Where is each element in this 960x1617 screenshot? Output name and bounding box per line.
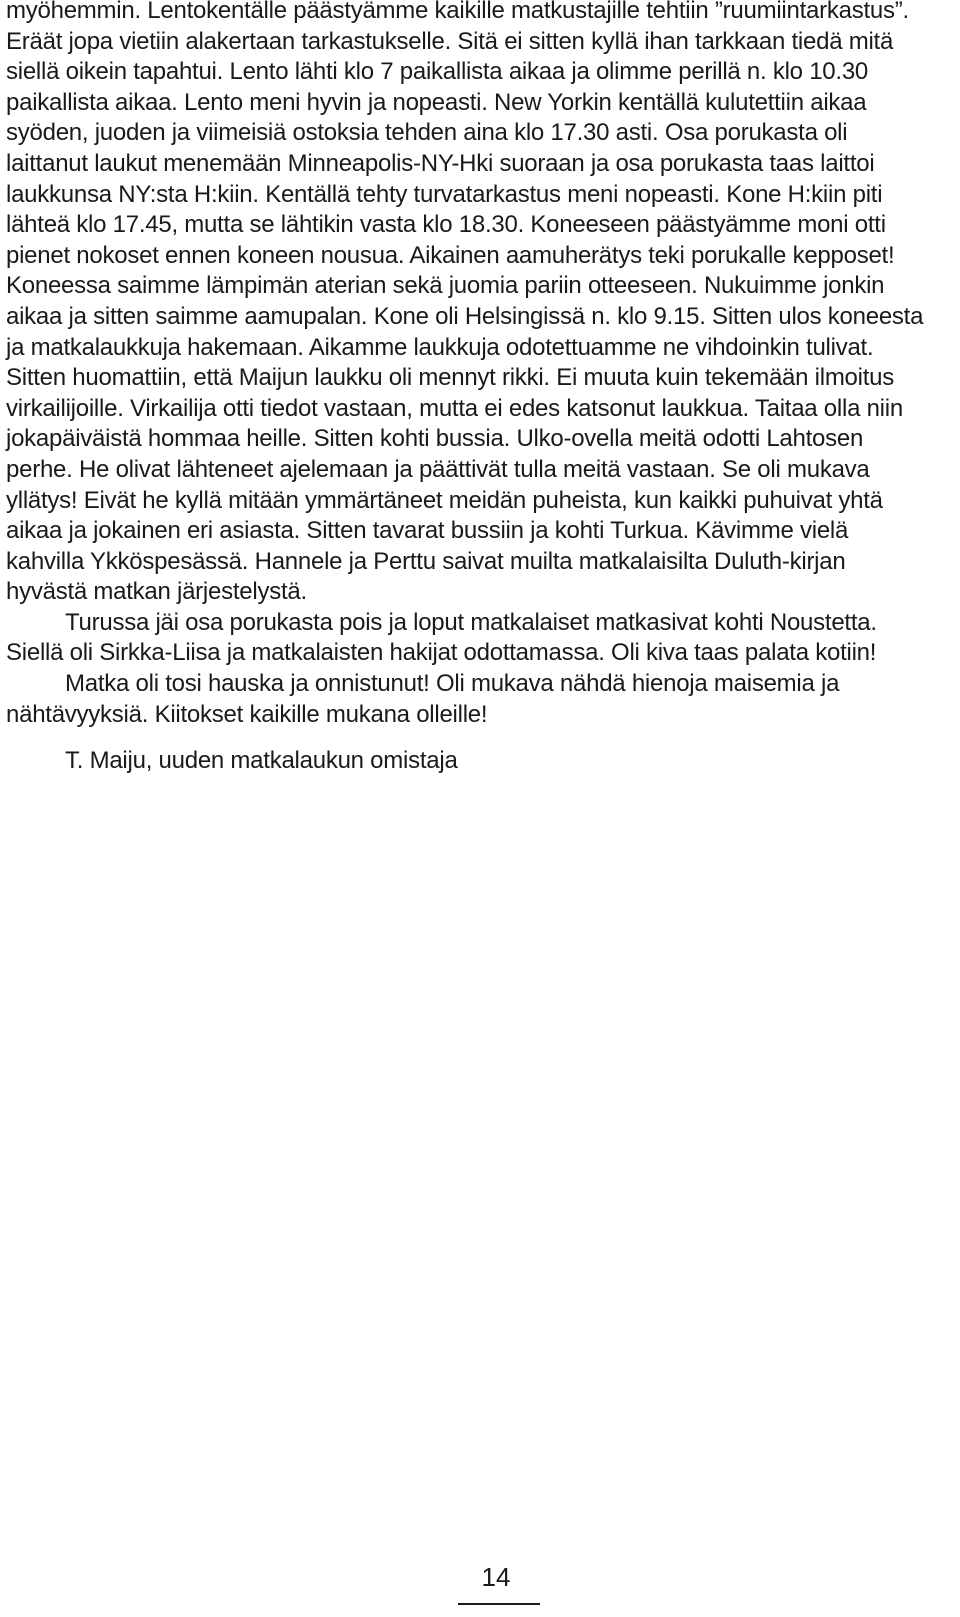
text-line: Eräät jopa vietiin alakertaan tarkastukselle. Sitä ei sitten kyllä ihan tarkkaan tiedä mitä: [6, 27, 894, 55]
text-line: lähteä klo 17.45, mutta se lähtikin vasta klo 18.30. Koneeseen päästyämme moni otti: [6, 211, 886, 239]
text-line: laukkunsa NY:sta H:kiin. Kentällä tehty turvatarkastus meni nopeasti. Kone H:kiin piti: [6, 180, 883, 208]
paragraph-start-line: Turussa jäi osa porukasta pois ja loput matkalaiset matkasivat kohti Noustetta.: [65, 608, 877, 636]
text-line: yllätys! Eivät he kyllä mitään ymmärtäneet meidän puheista, kun kaikki puhuivat yhtä: [6, 486, 883, 514]
text-line: perhe. He olivat lähteneet ajelemaan ja päättivät tulla meitä vastaan. Se oli mukava: [6, 455, 870, 483]
text-line: kahvilla Ykköspesässä. Hannele ja Perttu saivat muilta matkalaisilta Duluth-kirjan: [6, 547, 846, 575]
body-text: [6, 0, 952, 730]
text-line: aikaa ja sitten saimme aamupalan. Kone oli Helsingissä n. klo 9.15. Sitten ulos koneesta: [6, 302, 924, 330]
page-number-underline: [458, 1603, 540, 1605]
text-line: syöden, juoden ja viimeisiä ostoksia tehden aina klo 17.30 asti. Osa porukasta oli: [6, 119, 848, 147]
page-number: 14: [481, 1562, 511, 1592]
text-line: nähtävyyksiä. Kiitokset kaikille mukana olleille!: [6, 700, 488, 728]
text-line: Siellä oli Sirkka-Liisa ja matkalaisten hakijat odottamassa. Oli kiva taas palata kotiin!: [6, 639, 877, 667]
text-line: siellä oikein tapahtui. Lento lähti klo 7 paikallista aikaa ja olimme perillä n. klo 10.30: [6, 58, 869, 86]
text-line: pienet nokoset ennen koneen nousua. Aikainen aamuherätys teki porukalle kepposet!: [6, 241, 895, 269]
text-line: myöhemmin. Lentokentälle päästyämme kaikille matkustajille tehtiin ”ruumiintarkastus”.: [6, 0, 909, 24]
author-signature: T. Maiju, uuden matkalaukun omistaja: [65, 747, 458, 774]
text-line: hyvästä matkan järjestelystä.: [6, 578, 307, 606]
text-line: aikaa ja jokainen eri asiasta. Sitten tavarat bussiin ja kohti Turkua. Kävimme vielä: [6, 517, 849, 545]
text-line: ja matkalaukkuja hakemaan. Aikamme laukkuja odotettuamme ne vihdoinkin tulivat.: [6, 333, 874, 361]
text-line: laittanut laukut menemään Minneapolis-NY-Hki suoraan ja osa porukasta taas laittoi: [6, 149, 875, 177]
text-line: Koneessa saimme lämpimän aterian sekä juomia pariin otteeseen. Nukuimme jonkin: [6, 272, 885, 300]
text-line: virkailijoille. Virkailija otti tiedot vastaan, mutta ei edes katsonut laukkua. Taitaa olla niin: [6, 394, 903, 422]
paragraph-start-line: Matka oli tosi hauska ja onnistunut! Oli mukava nähdä hienoja maisemia ja: [65, 670, 840, 698]
text-line: jokapäiväistä hommaa heille. Sitten kohti bussia. Ulko-ovella meitä odotti Lahtosen: [6, 425, 864, 453]
text-line: paikallista aikaa. Lento meni hyvin ja nopeasti. New Yorkin kentällä kulutettiin aikaa: [6, 88, 867, 116]
text-line: Sitten huomattiin, että Maijun laukku oli mennyt rikki. Ei muuta kuin tekemään ilmoitus: [6, 364, 894, 392]
